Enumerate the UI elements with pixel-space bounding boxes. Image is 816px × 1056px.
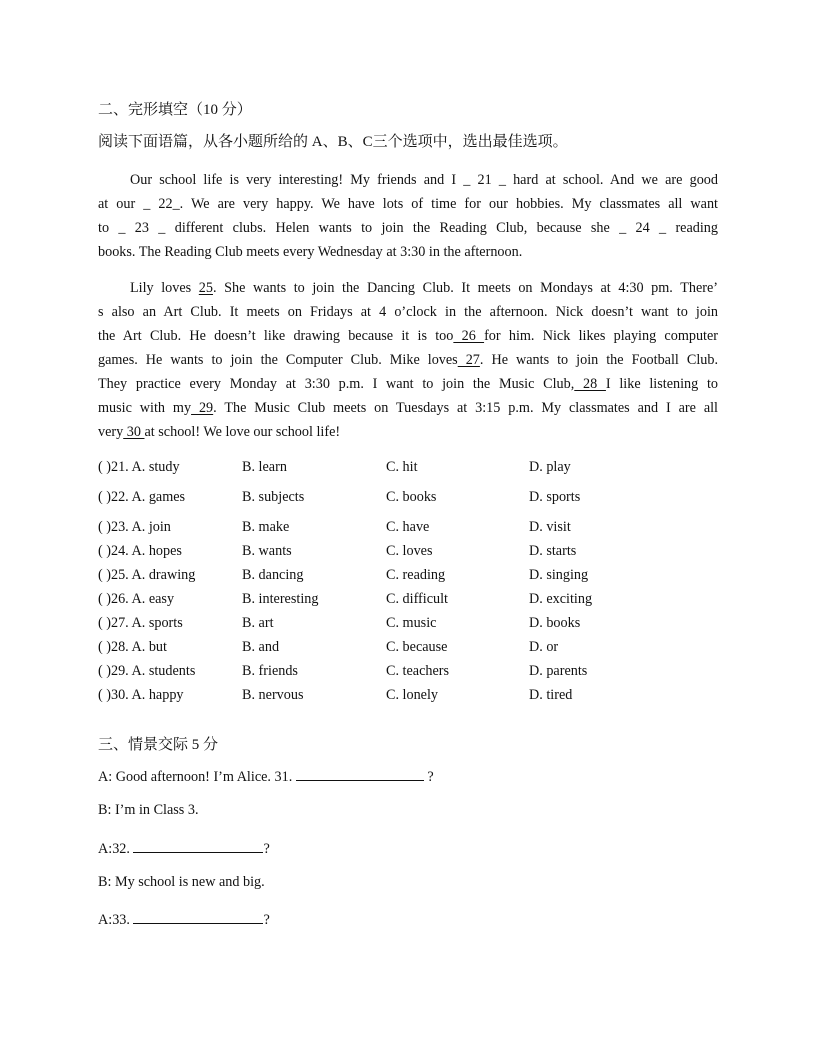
passage-line: Our school life is very interesting! My friends and I _ 21 _ hard at school. And we are good [130,172,718,188]
option-b: B. interesting [242,591,319,607]
option-b: B. dancing [242,567,304,583]
option-d: D. starts [529,543,577,559]
option-b: B. friends [242,663,298,679]
passage-line: at our _ 22_. We are very happy. We have lots of time for our hobbies. My classmates all want [98,196,718,212]
blank-29: 29 [191,400,214,416]
option-d: D. or [529,639,559,655]
option-b: B. make [242,519,290,535]
answer-blank-31[interactable] [296,766,424,781]
question-number-option-a: ( )27. A. sports [98,615,183,631]
option-c: C. reading [386,567,446,583]
dialogue-line-33: A:33. ? [98,909,270,929]
section2-instruction: 阅读下面语篇，从各小题所给的 A、B、C三个选项中，选出最佳选项。 [98,134,568,150]
option-d: D. books [529,615,581,631]
option-b: B. wants [242,543,292,559]
option-d: D. parents [529,663,588,679]
passage-line: Lily loves 25. She wants to join the Dancing Club. It meets on Mondays at 4:30 pm. There’ [130,280,718,296]
dialogue-line: B: My school is new and big. [98,874,265,890]
question-number-option-a: ( )28. A. but [98,639,167,655]
option-d: D. visit [529,519,571,535]
option-d: D. singing [529,567,589,583]
blank-30: 30 [123,424,145,440]
option-b: B. learn [242,459,287,475]
passage-line: the Art Club. He doesn’t like drawing because it is too 26 for him. Nick likes playing computer [98,328,719,344]
option-d: D. exciting [529,591,593,607]
passage-line: s also an Art Club. It meets on Fridays at 4 o’clock in the afternoon. Nick doesn’t want to join [98,304,718,320]
section2-heading: 二、完形填空（10 分） [98,102,252,118]
question-number-option-a: ( )22. A. games [98,489,186,505]
option-c: C. books [386,489,437,505]
option-c: C. because [386,639,448,655]
option-d: D. sports [529,489,581,505]
blank-27: 27 [457,352,480,368]
passage-line: to _ 23 _ different clubs. Helen wants to join the Reading Club, because she _ 24 _ reading [98,220,718,236]
section3-heading: 三、情景交际 5 分 [98,737,219,753]
question-number-option-a: ( )25. A. drawing [98,567,196,583]
option-c: C. difficult [386,591,449,607]
question-number-option-a: ( )29. A. students [98,663,196,679]
option-c: C. teachers [386,663,450,679]
question-number-option-a: ( )24. A. hopes [98,543,182,559]
answer-blank-32[interactable] [133,838,263,853]
option-c: C. lonely [386,687,439,703]
option-b: B. and [242,639,280,655]
blank-26: 26 [453,328,485,344]
dialogue-line: B: I’m in Class 3. [98,802,199,818]
question-number-option-a: ( )26. A. easy [98,591,175,607]
option-b: B. subjects [242,489,305,505]
passage-line: books. The Reading Club meets every Wednesday at 3:30 in the afternoon. [98,244,523,260]
blank-28: 28 [574,376,606,392]
passage-line: music with my 29. The Music Club meets on Tuesdays at 3:15 p.m. My classmates and I are all [98,400,719,416]
dialogue-line-32: A:32. ? [98,838,270,858]
option-b: B. nervous [242,687,304,703]
passage-line: They practice every Monday at 3:30 p.m. I want to join the Music Club, 28 I like listening to [98,376,718,392]
passage-line: very 30 at school! We love our school life! [98,424,341,440]
question-number-option-a: ( )30. A. happy [98,687,184,703]
question-number-option-a: ( )23. A. join [98,519,171,535]
option-c: C. music [386,615,437,631]
answer-blank-33[interactable] [133,909,263,924]
passage-paragraph-2 [98,276,718,444]
option-c: C. have [386,519,430,535]
blank-25: 25 [198,280,213,296]
passage-line: games. He wants to join the Computer Club. Mike loves 27. He wants to join the Football Club. [98,352,719,368]
dialogue-line-31: A: Good afternoon! I’m Alice. 31. ? [98,766,434,786]
question-number-option-a: ( )21. A. study [98,459,180,475]
option-b: B. art [242,615,274,631]
passage-paragraph-1 [98,168,718,264]
option-d: D. tired [529,687,573,703]
option-c: C. loves [386,543,433,559]
option-c: C. hit [386,459,418,475]
option-d: D. play [529,459,571,475]
